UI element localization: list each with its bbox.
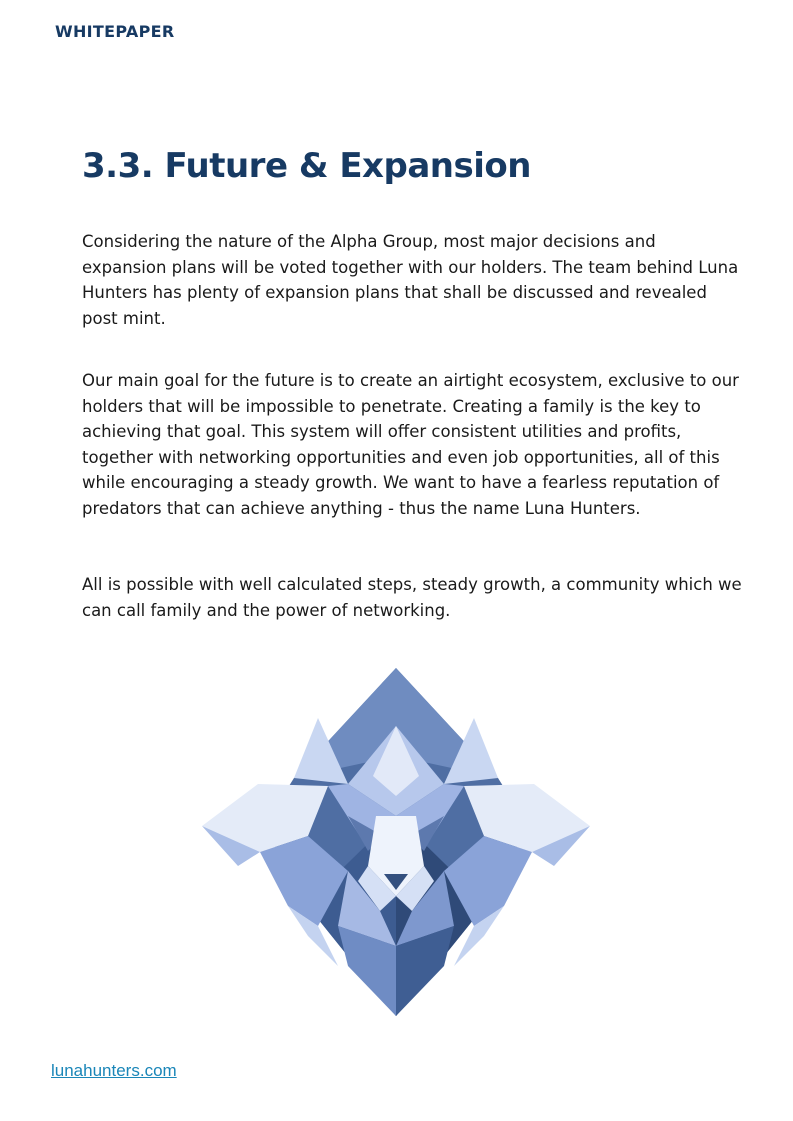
section-title: 3.3. Future & Expansion <box>82 146 531 186</box>
paragraph-2: Our main goal for the future is to create an airtight ecosystem, exclusive to our holders that will be impossible to penetrate. Creating a family is the key to achieving that goal. This system will offer consistent utilities and profits, together with networking opportunities and even job opportunities, all of this while encouraging a steady growth. We want to have a fearless reputation of predators that can achieve anything - thus the name Luna Hunters. <box>82 371 739 518</box>
website-link[interactable]: lunahunters.com <box>51 1061 177 1080</box>
paragraph-1: Considering the nature of the Alpha Group, most major decisions and expansion plans will be voted together with our holders. The team behind Luna Hunters has plenty of expansion plans that shall be discussed and revealed post mint. <box>82 232 739 328</box>
wolf-head-logo-icon <box>198 666 594 1022</box>
document-header-label: WHITEPAPER <box>55 22 175 41</box>
paragraph-3: All is possible with well calculated steps, steady growth, a community which we can call family and the power of networking. <box>82 575 742 620</box>
